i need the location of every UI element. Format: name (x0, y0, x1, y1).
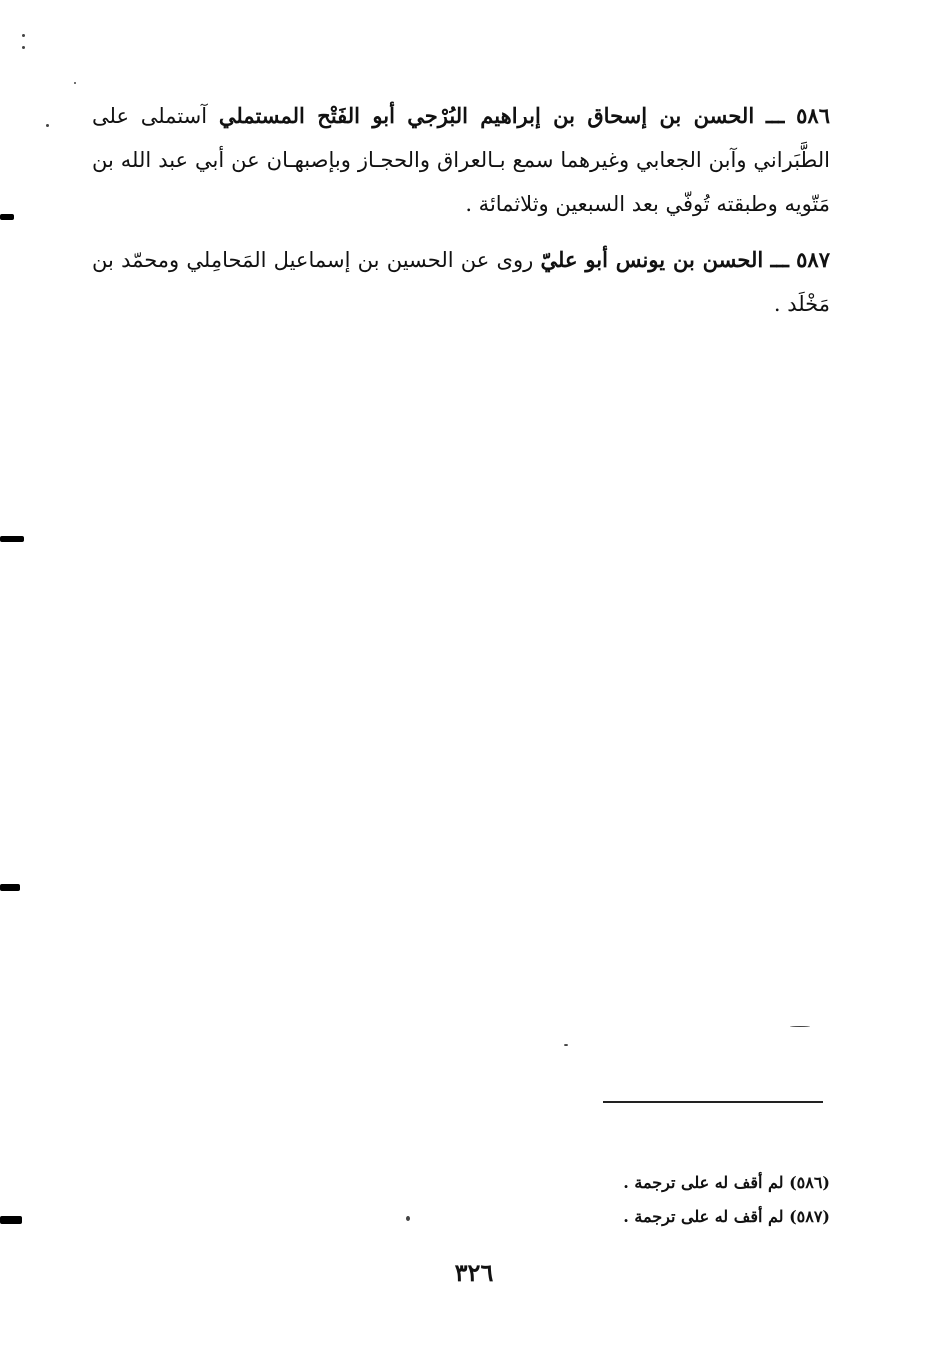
entry-dash: ـــ (765, 103, 785, 128)
scan-mark (0, 536, 24, 542)
entry-heading: الحسن بن يونس أبو عليّ (540, 247, 764, 272)
scan-speck (46, 124, 49, 127)
scan-mark (0, 1216, 22, 1224)
footnotes (500, 1166, 830, 1234)
page-number: ٣٢٦ (454, 1258, 494, 1287)
scan-speck (564, 1044, 568, 1046)
entry-body: آستملى على الطَّبَراني وآبن الجعابي وغيرهما سمع بـالعراق والحجـاز وبإصبهـان عن أبي عبد الله بن مَتّويه وطبقته تُوفّي بعد السبعين وثلاثمائة . (92, 104, 830, 216)
entry-body: روى عن الحسين بن إسماعيل المَحامِلي ومحمّد بن مَخْلَد . (92, 248, 830, 316)
biography-entry-586 (92, 94, 830, 226)
footnote-586: (٥٨٦) لم أقف له على ترجمة . (623, 1173, 830, 1192)
scan-mark (0, 214, 14, 220)
footnote-587: (٥٨٧) لم أقف له على ترجمة . (623, 1207, 830, 1226)
scan-speck (22, 46, 25, 49)
entry-number: ٥٨٧ (796, 247, 830, 272)
entry-dash: ـــ (770, 247, 789, 272)
scan-mark (0, 884, 20, 891)
entry-heading: الحسن بن إسحاق بن إبراهيم البُرْجي أبو الفَتْح المستملي (218, 103, 755, 128)
scan-speck (74, 82, 76, 84)
footnote-divider (603, 1101, 823, 1103)
scan-speck (406, 1216, 410, 1221)
biography-entry-587 (92, 238, 830, 326)
entry-number: ٥٨٦ (796, 103, 830, 128)
scan-speck (790, 1026, 810, 1027)
scan-speck (22, 34, 25, 37)
